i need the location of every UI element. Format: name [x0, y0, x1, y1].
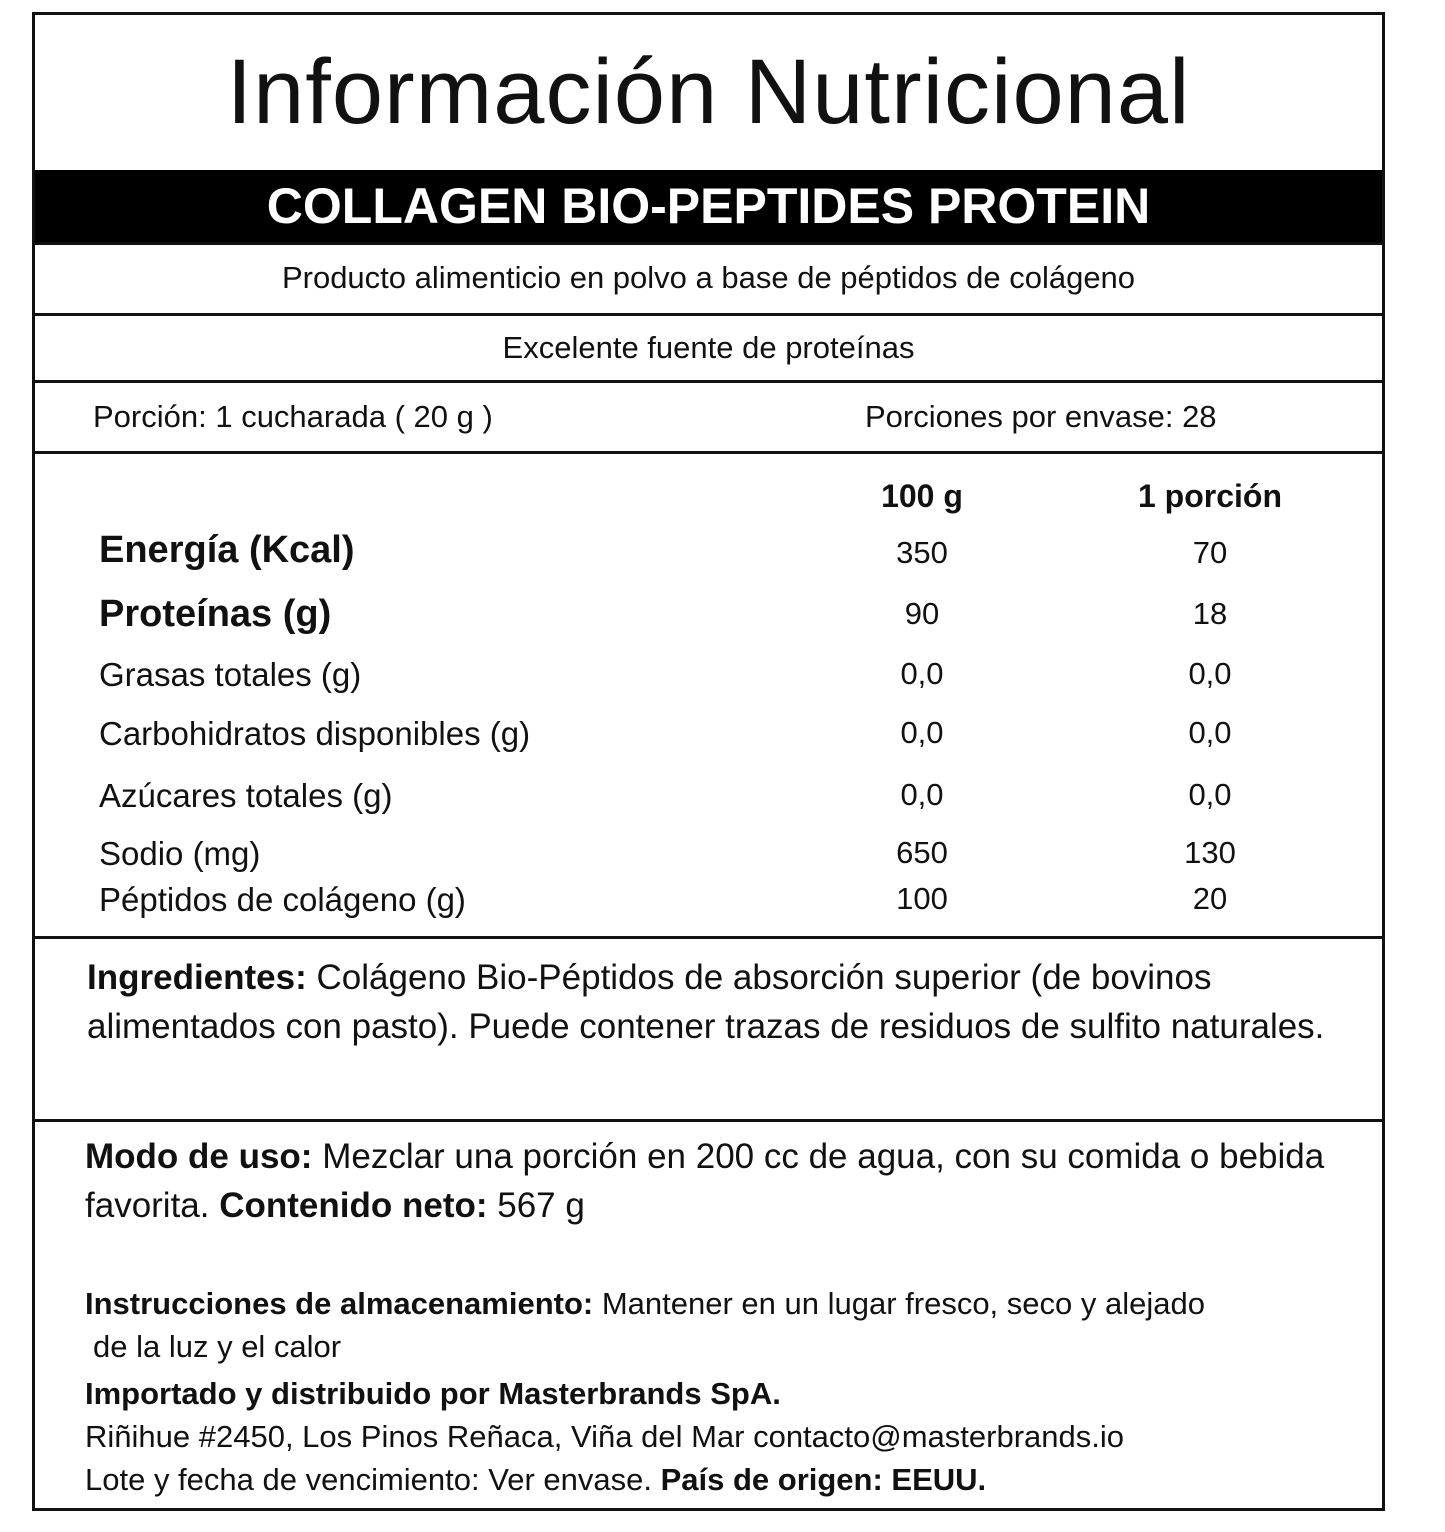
value-100g: 350	[896, 535, 948, 570]
label-title: Información Nutricional	[226, 41, 1191, 143]
nutrient-name: Azúcares totales (g)	[99, 777, 393, 814]
servings-per-container: Porciones por envase: 28	[865, 399, 1217, 434]
value-portion: 0,0	[1188, 656, 1232, 691]
nutrient-name: Carbohidratos disponibles (g)	[99, 715, 531, 752]
table-row	[35, 835, 1382, 885]
importer-text	[85, 1372, 1335, 1501]
usage-section	[35, 1122, 1382, 1508]
importer-label: Importado y distribuido por Masterbrands SpA.	[85, 1376, 781, 1411]
value-100g: 0,0	[900, 656, 944, 691]
nutrition-label	[32, 12, 1385, 1511]
storage-body-2: de la luz y el calor	[93, 1329, 342, 1364]
value-portion: 20	[1192, 881, 1228, 916]
origin-info: País de origen: EEUU.	[660, 1462, 987, 1497]
usage-label: Modo de uso:	[85, 1137, 313, 1176]
nutrient-name: Péptidos de colágeno (g)	[99, 881, 466, 918]
usage-text	[85, 1132, 1335, 1230]
value-100g: 100	[896, 881, 948, 916]
product-name-bar	[35, 170, 1382, 242]
importer-address: Riñihue #2450, Los Pinos Reñaca, Viña del Mar contacto@masterbrands.io	[85, 1419, 1124, 1454]
column-header-portion: 1 porción	[1137, 478, 1282, 514]
column-header-100g: 100 g	[881, 478, 963, 514]
table-row	[35, 656, 1382, 706]
table-row	[35, 715, 1382, 765]
value-100g: 650	[896, 835, 948, 870]
value-portion: 18	[1192, 596, 1228, 631]
nutrition-table	[35, 454, 1382, 936]
product-claim: Excelente fuente de proteínas	[502, 330, 915, 365]
value-portion: 130	[1184, 835, 1236, 870]
net-content-value: 567 g	[487, 1186, 585, 1225]
storage-text	[85, 1282, 1335, 1368]
serving-info	[35, 383, 1382, 451]
nutrient-name: Energía (Kcal)	[99, 529, 355, 571]
table-row	[35, 777, 1382, 827]
ingredients-body: Colágeno Bio-Péptidos de absorción superior (de bovinos alimentados con pasto). Puede contener trazas de residuos de sulfito naturales.	[87, 958, 1325, 1046]
table-row	[35, 529, 1382, 579]
value-portion: 0,0	[1188, 715, 1232, 750]
nutrient-name: Grasas totales (g)	[99, 656, 362, 693]
ingredients-section	[35, 939, 1382, 1119]
product-name: COLLAGEN BIO-PEPTIDES PROTEIN	[266, 178, 1151, 234]
nutrient-name: Sodio (mg)	[99, 835, 261, 872]
usage-body: Mezclar una porción en 200 cc de agua, con su comida o bebida favorita.	[85, 1137, 1325, 1225]
value-portion: 70	[1192, 535, 1228, 570]
value-100g: 90	[904, 596, 940, 631]
table-row	[35, 593, 1382, 643]
storage-body-1: Mantener en un lugar fresco, seco y alejado	[593, 1286, 1205, 1321]
product-description: Producto alimenticio en polvo a base de péptidos de colágeno	[281, 259, 1136, 295]
lot-info: Lote y fecha de vencimiento: Ver envase.	[85, 1462, 661, 1497]
serving-size: Porción: 1 cucharada ( 20 g )	[93, 399, 493, 434]
net-content-label: Contenido neto:	[219, 1186, 488, 1225]
value-100g: 0,0	[900, 777, 944, 812]
table-row	[35, 881, 1382, 931]
value-100g: 0,0	[900, 715, 944, 750]
ingredients-text	[87, 953, 1327, 1051]
ingredients-label: Ingredientes:	[87, 958, 307, 997]
nutrient-name: Proteínas (g)	[99, 593, 332, 635]
value-portion: 0,0	[1188, 777, 1232, 812]
storage-label: Instrucciones de almacenamiento:	[85, 1286, 594, 1321]
